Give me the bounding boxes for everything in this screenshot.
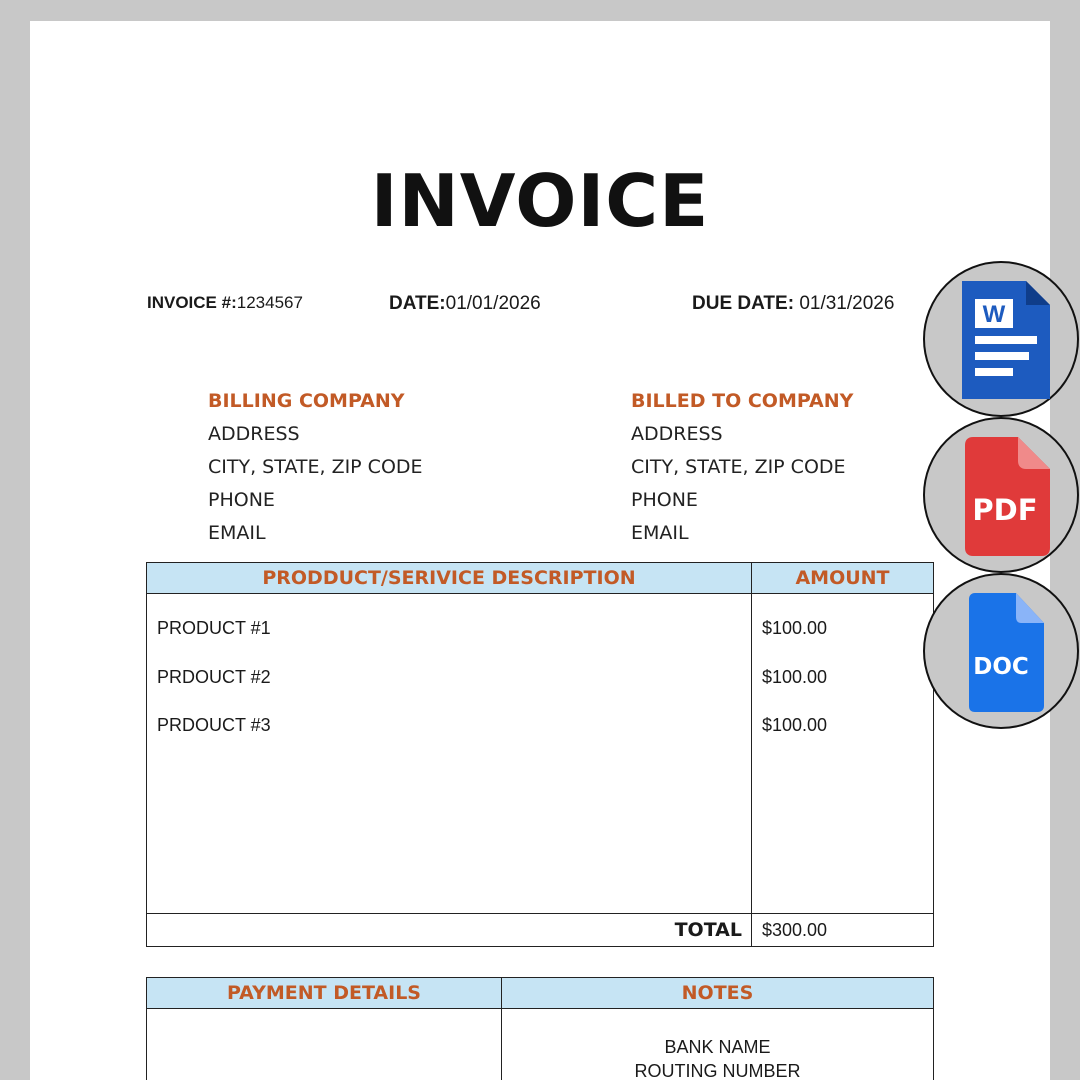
amount-column — [752, 594, 934, 914]
billing-address: ADDRESS — [208, 423, 300, 445]
invoice-page — [30, 21, 1050, 1080]
billed-to-phone: PHONE — [631, 489, 698, 511]
notes-line: BANK NAME — [664, 1037, 771, 1057]
billed-to-email: EMAIL — [631, 522, 689, 544]
pdf-label: PDF — [972, 493, 1038, 527]
billed-to-address-block — [631, 385, 853, 550]
doc-format-badge[interactable] — [923, 573, 1079, 729]
total-value: $300.00 — [752, 914, 934, 947]
word-letter: W — [982, 301, 1006, 328]
notes-line: ROUTING NUMBER — [634, 1061, 801, 1080]
item-description: PRDOUCT #2 — [157, 666, 271, 687]
invoice-number — [147, 293, 303, 313]
item-description: PRODUCT #1 — [157, 618, 271, 638]
notes-header: NOTES — [502, 978, 934, 1009]
item-amount: $100.00 — [762, 715, 828, 735]
invoice-date — [389, 293, 541, 315]
invoice-number-label: INVOICE #: — [147, 293, 237, 312]
billed-to-company: BILLED TO COMPANY — [631, 390, 854, 412]
total-label: TOTAL — [147, 914, 752, 947]
due-date-label: DUE DATE: — [692, 293, 795, 314]
items-table — [146, 562, 934, 947]
pdf-document-icon — [925, 419, 1080, 575]
billing-address-block — [208, 385, 423, 550]
item-amount: $100.00 — [762, 666, 828, 687]
due-date-value: 01/31/2026 — [799, 293, 895, 314]
invoice-number-value: 1234567 — [236, 293, 303, 312]
billing-city: CITY, STATE, ZIP CODE — [208, 456, 423, 478]
word-document-icon — [925, 263, 1080, 419]
invoice-date-label: DATE: — [389, 293, 446, 314]
pdf-format-badge[interactable] — [923, 417, 1079, 573]
item-amount: $100.00 — [762, 618, 828, 638]
payment-details-cell — [147, 1009, 502, 1080]
due-date — [692, 293, 894, 315]
billed-to-city: CITY, STATE, ZIP CODE — [631, 456, 846, 478]
billing-email: EMAIL — [208, 522, 266, 544]
billed-to-address: ADDRESS — [631, 423, 723, 445]
payment-details-header: PAYMENT DETAILS — [147, 978, 502, 1009]
billing-company: BILLING COMPANY — [208, 390, 405, 412]
item-description: PRDOUCT #3 — [157, 715, 271, 735]
invoice-title: INVOICE — [370, 159, 710, 243]
doc-label: DOC — [973, 654, 1029, 680]
billing-phone: PHONE — [208, 489, 275, 511]
description-column — [147, 594, 752, 914]
payment-table — [146, 977, 934, 1080]
description-header: PRODDUCT/SERIVICE DESCRIPTION — [147, 563, 752, 594]
word-format-badge[interactable] — [923, 261, 1079, 417]
notes-cell — [502, 1009, 934, 1080]
invoice-date-value: 01/01/2026 — [445, 293, 541, 314]
doc-document-icon — [925, 575, 1080, 731]
amount-header: AMOUNT — [752, 563, 934, 594]
